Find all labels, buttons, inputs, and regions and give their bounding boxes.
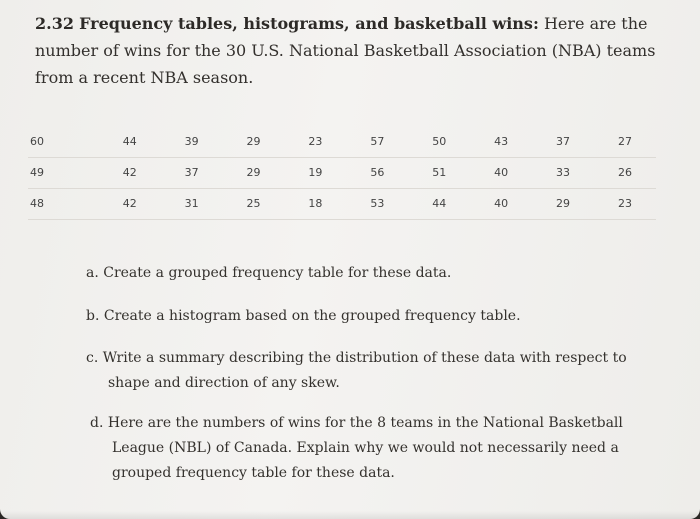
table-cell: 37 — [161, 157, 223, 188]
problem-title: Frequency tables, histograms, and basketball wins: — [79, 14, 539, 33]
table-row — [28, 188, 656, 219]
table-cell: 29 — [223, 126, 285, 157]
table-cell: 40 — [470, 157, 532, 188]
wins-table — [28, 126, 656, 220]
table-cell: 44 — [408, 188, 470, 219]
table-cell: 19 — [284, 157, 346, 188]
page-edge-shadow — [0, 511, 700, 519]
table-cell: 53 — [346, 188, 408, 219]
part-d-line-2: League (NBL) of Canada. Explain why we would not necessarily need a — [112, 440, 619, 456]
table-cell: 18 — [284, 188, 346, 219]
part-b: b. Create a histogram based on the grouped frequency table. — [86, 308, 521, 324]
part-a: a. Create a grouped frequency table for these data. — [86, 265, 452, 281]
problem-intro: Here are the number of wins for the 30 U.S. National Basketball Association (NBA) teams from a recent NBA season. — [35, 14, 656, 87]
table-cell: 37 — [532, 126, 594, 157]
table-cell: 48 — [28, 188, 99, 219]
problem-statement — [35, 10, 665, 91]
table-cell: 29 — [223, 157, 285, 188]
table-cell: 57 — [346, 126, 408, 157]
table-cell: 42 — [99, 157, 161, 188]
table-cell: 50 — [408, 126, 470, 157]
problem-number: 2.32 — [35, 14, 74, 33]
table-cell: 23 — [594, 188, 656, 219]
table-cell: 40 — [470, 188, 532, 219]
table-cell: 56 — [346, 157, 408, 188]
table-row — [28, 157, 656, 188]
table-cell: 31 — [161, 188, 223, 219]
table-cell: 23 — [284, 126, 346, 157]
table-cell: 26 — [594, 157, 656, 188]
part-d-line-1: d. Here are the numbers of wins for the 8 teams in the National Basketball — [90, 415, 623, 431]
table-cell: 51 — [408, 157, 470, 188]
part-c-line-2: shape and direction of any skew. — [108, 375, 340, 391]
part-c — [86, 346, 656, 396]
table-cell: 60 — [28, 126, 99, 157]
table-cell: 43 — [470, 126, 532, 157]
part-d — [90, 411, 630, 486]
table-cell: 33 — [532, 157, 594, 188]
part-d-line-3: grouped frequency table for these data. — [112, 465, 395, 481]
table-cell: 49 — [28, 157, 99, 188]
part-c-line-1: c. Write a summary describing the distribution of these data with respect to — [86, 350, 627, 366]
table-cell: 42 — [99, 188, 161, 219]
table-cell: 27 — [594, 126, 656, 157]
table-cell: 39 — [161, 126, 223, 157]
table-row — [28, 126, 656, 157]
table-cell: 25 — [223, 188, 285, 219]
table-cell: 44 — [99, 126, 161, 157]
table-cell: 29 — [532, 188, 594, 219]
